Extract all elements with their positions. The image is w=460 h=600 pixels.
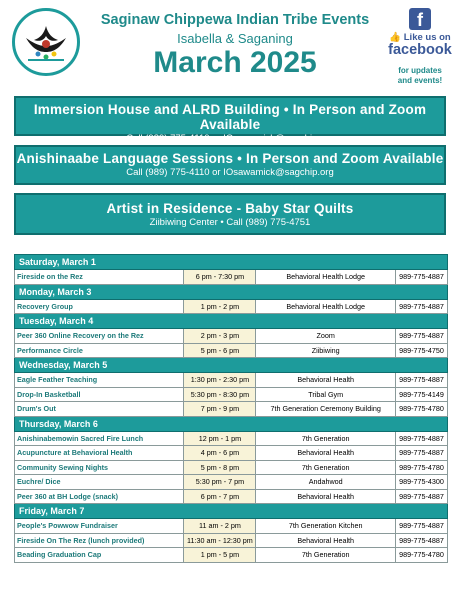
event-location: Andahwod xyxy=(256,475,396,490)
event-location: 7th Generation Ceremony Building xyxy=(256,402,396,417)
thumbs-up-icon: 👍 xyxy=(389,32,402,43)
event-phone: 989-775-4887 xyxy=(396,533,448,548)
event-time: 4 pm - 6 pm xyxy=(184,446,256,461)
event-time: 6 pm - 7:30 pm xyxy=(184,270,256,285)
event-time: 5:30 pm - 7 pm xyxy=(184,475,256,490)
event-location: Tribal Gym xyxy=(256,387,396,402)
event-row xyxy=(15,460,448,475)
event-phone: 989-775-4780 xyxy=(396,548,448,563)
event-phone: 989-775-4300 xyxy=(396,475,448,490)
day-label: Friday, March 7 xyxy=(15,504,448,519)
facebook-icon[interactable]: f xyxy=(409,8,431,30)
event-name: Euchre/ Dice xyxy=(15,475,184,490)
event-location: Behavioral Health Lodge xyxy=(256,270,396,285)
event-row xyxy=(15,446,448,461)
event-location: 7th Generation xyxy=(256,460,396,475)
facebook-brand: facebook xyxy=(388,42,452,58)
event-location: Ziibiwing xyxy=(256,343,396,358)
event-time: 1:30 pm - 2:30 pm xyxy=(184,373,256,388)
banner-immersion-house xyxy=(14,96,446,144)
banner-language-sessions xyxy=(14,145,446,185)
event-phone: 989-775-4887 xyxy=(396,329,448,344)
event-row xyxy=(15,475,448,490)
events-schedule-table xyxy=(14,254,448,563)
event-row xyxy=(15,489,448,504)
day-header-row xyxy=(15,358,448,373)
event-row xyxy=(15,387,448,402)
event-name: Acupuncture at Behavioral Health xyxy=(15,446,184,461)
event-phone: 989-775-4887 xyxy=(396,431,448,446)
event-row xyxy=(15,533,448,548)
day-header-row xyxy=(15,416,448,431)
day-header-row xyxy=(15,314,448,329)
event-location: 7th Generation Kitchen xyxy=(256,519,396,534)
event-location: 7th Generation xyxy=(256,548,396,563)
event-time: 12 pm - 1 pm xyxy=(184,431,256,446)
banner-title: Immersion House and ALRD Building • In Person and Zoom Available xyxy=(33,102,427,132)
event-location: Behavioral Health xyxy=(256,446,396,461)
event-location: Behavioral Health xyxy=(256,533,396,548)
event-location: Behavioral Health xyxy=(256,373,396,388)
event-phone: 989-775-4887 xyxy=(396,446,448,461)
banner-title: Artist in Residence - Baby Star Quilts xyxy=(106,201,354,216)
event-row xyxy=(15,343,448,358)
event-name: Drop-In Basketball xyxy=(15,387,184,402)
day-label: Thursday, March 6 xyxy=(15,416,448,431)
day-label: Wednesday, March 5 xyxy=(15,358,448,373)
event-location: Behavioral Health xyxy=(256,489,396,504)
event-name: Peer 360 at BH Lodge (snack) xyxy=(15,489,184,504)
day-header-row xyxy=(15,504,448,519)
facebook-like-text: 👍 Like us on xyxy=(389,32,451,43)
page-header xyxy=(0,0,460,92)
event-row xyxy=(15,519,448,534)
event-row xyxy=(15,402,448,417)
event-name: Performance Circle xyxy=(15,343,184,358)
event-name: Fireside On The Rez (lunch provided) xyxy=(15,533,184,548)
event-time: 1 pm - 5 pm xyxy=(184,548,256,563)
banner-subtitle: Call (989) 775-4110 or IOsawamick@sagchip.org xyxy=(126,167,334,178)
facebook-promo[interactable] xyxy=(384,8,456,86)
event-time: 5 pm - 8 pm xyxy=(184,460,256,475)
event-time: 11:30 am - 12:30 pm xyxy=(184,533,256,548)
day-header-row xyxy=(15,255,448,270)
event-time: 5 pm - 6 pm xyxy=(184,343,256,358)
event-location: Behavioral Health Lodge xyxy=(256,299,396,314)
event-time: 6 pm - 7 pm xyxy=(184,489,256,504)
event-name: Drum's Out xyxy=(15,402,184,417)
banner-subtitle: Ziibiwing Center • Call (989) 775-4751 xyxy=(149,217,311,228)
day-label: Tuesday, March 4 xyxy=(15,314,448,329)
event-row xyxy=(15,431,448,446)
event-phone: 989-775-4887 xyxy=(396,299,448,314)
event-row xyxy=(15,373,448,388)
event-name: Fireside on the Rez xyxy=(15,270,184,285)
banner-artist-in-residence xyxy=(14,193,446,235)
event-name: Eagle Feather Teaching xyxy=(15,373,184,388)
event-name: Recovery Group xyxy=(15,299,184,314)
day-header-row xyxy=(15,284,448,299)
event-phone: 989-775-4887 xyxy=(396,270,448,285)
banner-title: Anishinaabe Language Sessions • In Person and Zoom Available xyxy=(16,151,444,166)
event-location: Zoom xyxy=(256,329,396,344)
event-time: 5:30 pm - 8:30 pm xyxy=(184,387,256,402)
event-phone: 989-775-4780 xyxy=(396,402,448,417)
page-subtitle: Isabella & Saganing xyxy=(177,31,293,46)
event-time: 11 am - 2 pm xyxy=(184,519,256,534)
event-row xyxy=(15,329,448,344)
event-row xyxy=(15,270,448,285)
page-title: Saginaw Chippewa Indian Tribe Events xyxy=(100,12,370,28)
event-name: Beading Graduation Cap xyxy=(15,548,184,563)
event-time: 2 pm - 3 pm xyxy=(184,329,256,344)
event-name: People's Powwow Fundraiser xyxy=(15,519,184,534)
event-row xyxy=(15,548,448,563)
tribe-logo xyxy=(12,8,80,76)
event-name: Anishinabemowin Sacred Fire Lunch xyxy=(15,431,184,446)
event-phone: 989-775-4887 xyxy=(396,489,448,504)
month-heading: March 2025 xyxy=(153,46,317,79)
event-phone: 989-775-4750 xyxy=(396,343,448,358)
event-time: 7 pm - 9 pm xyxy=(184,402,256,417)
event-phone: 989-775-4780 xyxy=(396,460,448,475)
facebook-note: for updates and events! xyxy=(397,66,443,85)
event-phone: 989-775-4887 xyxy=(396,373,448,388)
day-label: Saturday, March 1 xyxy=(15,255,448,270)
event-row xyxy=(15,299,448,314)
event-time: 1 pm - 2 pm xyxy=(184,299,256,314)
day-label: Monday, March 3 xyxy=(15,284,448,299)
event-phone: 989-775-4887 xyxy=(396,519,448,534)
event-name: Community Sewing Nights xyxy=(15,460,184,475)
event-name: Peer 360 Online Recovery on the Rez xyxy=(15,329,184,344)
event-phone: 989-775-4149 xyxy=(396,387,448,402)
event-location: 7th Generation xyxy=(256,431,396,446)
banner-subtitle: Call (989) 775-4110 or IOsawamick@sagchip.org xyxy=(126,133,334,144)
